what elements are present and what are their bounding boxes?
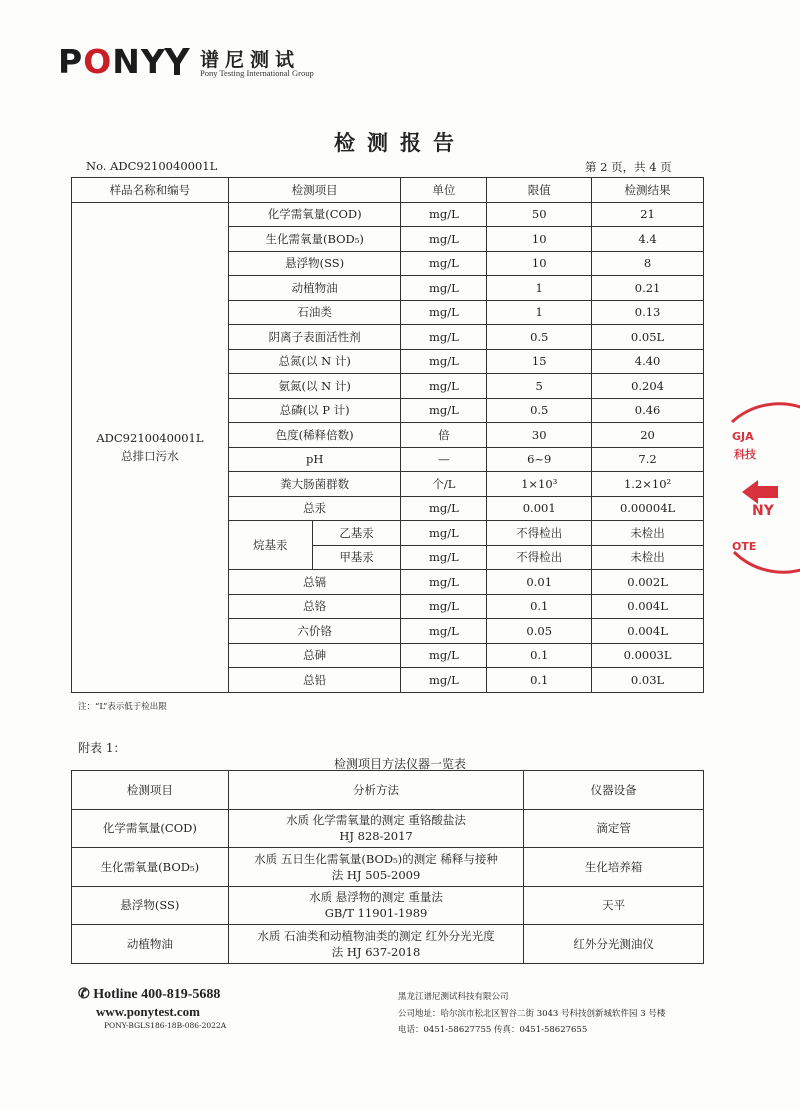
result-cell: 7.2	[592, 447, 704, 472]
header-item: 检测项目	[228, 178, 401, 203]
result-cell: 0.03L	[592, 668, 704, 693]
method-line: HJ 828-2017	[339, 829, 413, 844]
stamp-text-1: GJA	[732, 430, 754, 443]
unit-cell: mg/L	[401, 325, 487, 350]
result-cell: 0.004L	[592, 594, 704, 619]
result-cell: 4.4	[592, 227, 704, 252]
limit-cell: 0.1	[487, 594, 592, 619]
unit-cell: —	[401, 447, 487, 472]
result-cell: 0.004L	[592, 619, 704, 644]
unit-cell: mg/L	[401, 227, 487, 252]
limit-cell: 1	[487, 300, 592, 325]
unit-cell: mg/L	[401, 202, 487, 227]
item-cell: 甲基汞	[312, 545, 401, 570]
result-cell: 0.46	[592, 398, 704, 423]
website-link[interactable]: www.ponytest.com	[96, 1004, 200, 1019]
header-result: 检测结果	[592, 178, 704, 203]
method-line: 水质 石油类和动植物油类的测定 红外分光光度	[257, 928, 495, 943]
stamp-text-2: 科技	[734, 448, 756, 461]
method-cell	[228, 809, 524, 848]
method-line: GB/T 11901-1989	[324, 906, 428, 921]
result-cell: 未检出	[592, 545, 704, 570]
item-cell: 总镉	[228, 570, 401, 595]
unit-cell: mg/L	[401, 594, 487, 619]
logo-o: O	[83, 41, 113, 81]
company-name: 黑龙江谱尼测试科技有限公司	[398, 992, 509, 1002]
logo-english: Pony Testing International Group	[200, 68, 314, 78]
item-cell: pH	[228, 447, 401, 472]
method-header-item: 检测项目	[72, 771, 229, 810]
limit-cell: 不得检出	[487, 521, 592, 546]
method-header-row	[72, 771, 704, 810]
result-cell: 0.05L	[592, 325, 704, 350]
result-cell: 1.2×10²	[592, 472, 704, 497]
result-cell: 21	[592, 202, 704, 227]
company-address: 公司地址：哈尔滨市松北区智谷二街 3043 号科技创新城软件园 3 号楼	[398, 1009, 666, 1019]
appendix-label: 附表 1：	[78, 741, 126, 755]
item-cell: 总磷(以 P 计)	[228, 398, 401, 423]
item-cell: 乙基汞	[312, 521, 401, 546]
unit-cell: mg/L	[401, 545, 487, 570]
result-cell: 20	[592, 423, 704, 448]
method-line: 水质 化学需氧量的测定 重铬酸盐法	[286, 813, 466, 828]
stamp-text-3: NY	[752, 503, 774, 519]
method-item-cell: 悬浮物(SS)	[72, 886, 229, 925]
page-info: 第 2 页，共 4 页	[585, 160, 672, 174]
limit-cell: 0.05	[487, 619, 592, 644]
method-cell	[228, 848, 524, 887]
equipment-cell: 滴定管	[524, 809, 704, 848]
header-sample: 样品名称和编号	[72, 178, 229, 203]
pony-logo	[58, 41, 190, 81]
stamp-text-4: OTE	[732, 540, 757, 553]
result-cell: 未检出	[592, 521, 704, 546]
item-cell: 氨氮(以 N 计)	[228, 374, 401, 399]
unit-cell: mg/L	[401, 570, 487, 595]
result-cell: 0.002L	[592, 570, 704, 595]
report-number: No. ADC9210040001L	[86, 159, 218, 173]
seal-stamp	[722, 400, 800, 580]
item-cell: 总汞	[228, 496, 401, 521]
method-header-method: 分析方法	[228, 771, 524, 810]
unit-cell: mg/L	[401, 643, 487, 668]
sample-name: 总排口污水	[121, 449, 179, 463]
group-label: 烷基汞	[228, 521, 312, 570]
method-item-cell: 动植物油	[72, 925, 229, 964]
method-row	[72, 809, 704, 848]
table-note: 注：“L”表示低于检出限	[78, 702, 167, 712]
appendix-title: 检测项目方法仪器一览表	[333, 757, 466, 771]
logo-text: PONY	[58, 41, 166, 81]
equipment-cell: 红外分光测油仪	[524, 925, 704, 964]
test-results-table	[71, 177, 704, 693]
equipment-cell: 生化培养箱	[524, 848, 704, 887]
item-cell: 动植物油	[228, 276, 401, 301]
sample-cell	[72, 202, 229, 692]
limit-cell: 6~9	[487, 447, 592, 472]
item-cell: 粪大肠菌群数	[228, 472, 401, 497]
limit-cell: 10	[487, 251, 592, 276]
limit-cell: 0.5	[487, 325, 592, 350]
limit-cell: 0.01	[487, 570, 592, 595]
method-header-equipment: 仪器设备	[524, 771, 704, 810]
limit-cell: 10	[487, 227, 592, 252]
item-cell: 悬浮物(SS)	[228, 251, 401, 276]
method-line: 水质 五日生化需氧量(BOD₅)的测定 稀释与接种	[254, 851, 498, 866]
limit-cell: 15	[487, 349, 592, 374]
unit-cell: mg/L	[401, 521, 487, 546]
unit-cell: mg/L	[401, 398, 487, 423]
result-cell: 4.40	[592, 349, 704, 374]
item-cell: 总铬	[228, 594, 401, 619]
item-cell: 阴离子表面活性剂	[228, 325, 401, 350]
limit-cell: 1×10³	[487, 472, 592, 497]
limit-cell: 0.1	[487, 643, 592, 668]
unit-cell: mg/L	[401, 349, 487, 374]
result-cell: 0.13	[592, 300, 704, 325]
method-cell	[228, 925, 524, 964]
limit-cell: 0.5	[487, 398, 592, 423]
result-cell: 8	[592, 251, 704, 276]
document-code: PONY-BGLS186-18B-086-2022A	[104, 1021, 227, 1030]
logo-y-chevron-icon	[164, 46, 190, 76]
sample-id: ADC9210040001L	[96, 431, 204, 445]
method-cell	[228, 886, 524, 925]
logo-chinese: 谱尼测试	[200, 49, 301, 71]
unit-cell: 个/L	[401, 472, 487, 497]
method-line: 法 HJ 637-2018	[331, 944, 421, 959]
item-cell: 生化需氧量(BOD₅)	[228, 227, 401, 252]
header-limit: 限值	[487, 178, 592, 203]
method-line: 水质 悬浮物的测定 重量法	[309, 890, 443, 905]
method-line: 法 HJ 505-2009	[331, 867, 421, 882]
unit-cell: mg/L	[401, 300, 487, 325]
limit-cell: 0.001	[487, 496, 592, 521]
item-cell: 总铅	[228, 668, 401, 693]
result-cell: 0.21	[592, 276, 704, 301]
limit-cell: 1	[487, 276, 592, 301]
item-cell: 总氮(以 N 计)	[228, 349, 401, 374]
phone-icon: ✆	[78, 987, 90, 1002]
unit-cell: 倍	[401, 423, 487, 448]
method-row	[72, 886, 704, 925]
table-row	[72, 202, 704, 227]
result-cell: 0.204	[592, 374, 704, 399]
item-cell: 总砷	[228, 643, 401, 668]
unit-cell: mg/L	[401, 668, 487, 693]
limit-cell: 5	[487, 374, 592, 399]
method-row	[72, 848, 704, 887]
hotline	[78, 986, 220, 1003]
hotline-text: Hotline 400-819-5688	[93, 987, 221, 1002]
item-cell: 色度(稀释倍数)	[228, 423, 401, 448]
limit-cell: 30	[487, 423, 592, 448]
unit-cell: mg/L	[401, 496, 487, 521]
page-title: 检测报告	[334, 131, 466, 155]
item-cell: 六价铬	[228, 619, 401, 644]
unit-cell: mg/L	[401, 374, 487, 399]
limit-cell: 50	[487, 202, 592, 227]
table-header-row	[72, 178, 704, 203]
limit-cell: 0.1	[487, 668, 592, 693]
method-table	[71, 770, 704, 964]
item-cell: 化学需氧量(COD)	[228, 202, 401, 227]
header-unit: 单位	[401, 178, 487, 203]
method-item-cell: 生化需氧量(BOD₅)	[72, 848, 229, 887]
unit-cell: mg/L	[401, 619, 487, 644]
result-cell: 0.00004L	[592, 496, 704, 521]
unit-cell: mg/L	[401, 251, 487, 276]
method-item-cell: 化学需氧量(COD)	[72, 809, 229, 848]
equipment-cell: 天平	[524, 886, 704, 925]
unit-cell: mg/L	[401, 276, 487, 301]
company-contact: 电话：0451-58627755 传真：0451-58627655	[398, 1025, 588, 1035]
limit-cell: 不得检出	[487, 545, 592, 570]
method-row	[72, 925, 704, 964]
item-cell: 石油类	[228, 300, 401, 325]
result-cell: 0.0003L	[592, 643, 704, 668]
